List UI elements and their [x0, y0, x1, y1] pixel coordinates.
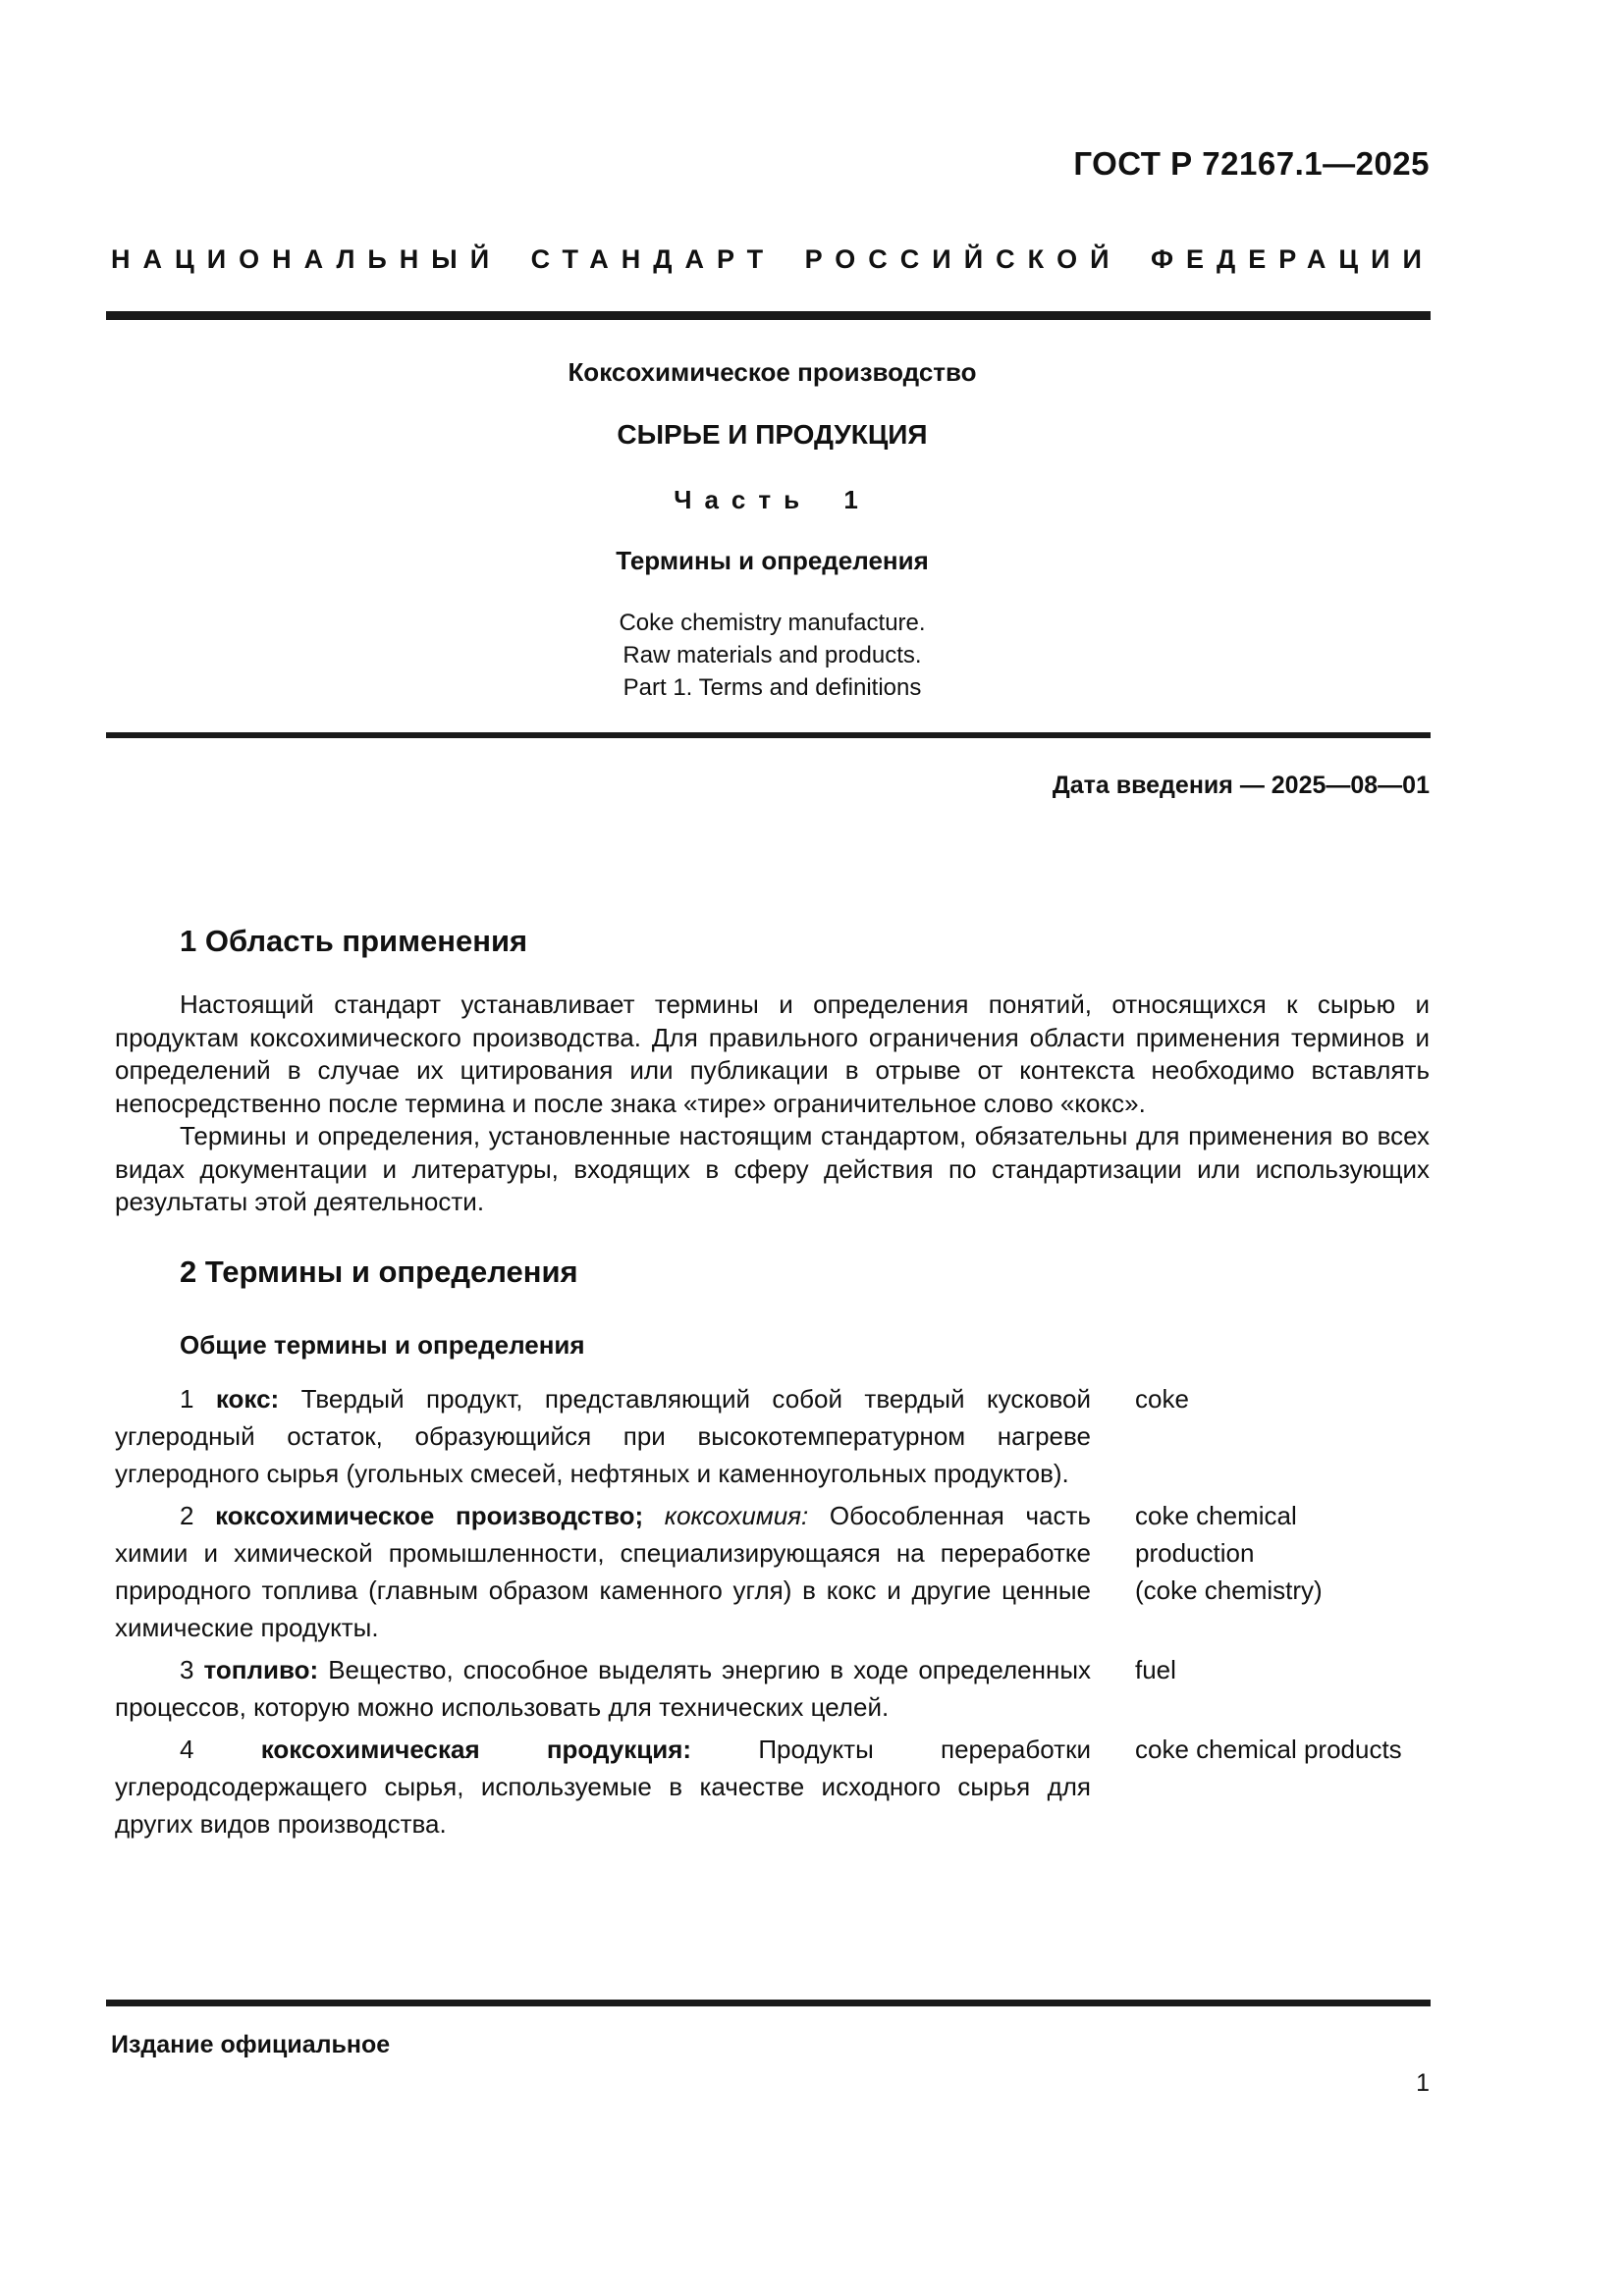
- term-text: [115, 1497, 1091, 1646]
- term-definition: Вещество, способное выделять энергию в ходе определенных процессов, которую можно использовать для технических целей.: [115, 1655, 1092, 1722]
- page-number: 1: [1416, 2069, 1430, 2097]
- title-english-line: Part 1. Terms and definitions: [623, 674, 922, 701]
- term-translation-line: production: [1135, 1538, 1255, 1568]
- term-translation-line: coke chemical products: [1135, 1735, 1402, 1764]
- title-main: СЫРЬЕ И ПРОДУКЦИЯ: [617, 419, 928, 450]
- term-translation-line: coke: [1135, 1384, 1189, 1414]
- term-number: 2: [180, 1501, 194, 1530]
- title-english-line: Raw materials and products.: [623, 642, 922, 668]
- terms-list: [115, 1380, 1430, 1847]
- term-row: [115, 1651, 1430, 1726]
- paragraph: Настоящий стандарт устанавливает термины и определения понятий, относящихся к сырью и продуктам коксохимического производства. Для правильного ограничения области применения терминов и определений в случае их цитирования или публикации в отрыве от контекста необходимо вставлять непосредственно после термина и после знака «тире» ограничительное слово «кокс».: [115, 989, 1430, 1118]
- title-subtitle: Термины и определения: [616, 546, 929, 575]
- term-row: [115, 1497, 1430, 1646]
- title-rule: [106, 732, 1431, 738]
- term-translation-line: fuel: [1135, 1655, 1176, 1684]
- term-translation-line: (coke chemistry): [1135, 1575, 1323, 1605]
- term-text: [115, 1380, 1091, 1492]
- term-definition: Обособленная часть химии и химической промышленности, специализирующаяся на переработке природного топлива (главным образом каменного угля) в кокс и другие ценные химические продукты.: [115, 1501, 1091, 1642]
- term-number: 3: [180, 1655, 194, 1684]
- term-text: [115, 1651, 1091, 1726]
- term-row: [115, 1731, 1430, 1842]
- edition-note: Издание официальное: [111, 2031, 391, 2058]
- national-standard-heading: НАЦИОНАЛЬНЫЙ СТАНДАРТ РОССИЙСКОЙ ФЕДЕРАЦИИ: [111, 244, 1435, 274]
- term-translation: [1135, 1380, 1430, 1492]
- title-subject: Коксохимическое производство: [568, 357, 977, 387]
- title-english-line: Coke chemistry manufacture.: [619, 610, 926, 636]
- term-label: топливо:: [203, 1655, 319, 1684]
- term-translation: [1135, 1651, 1430, 1726]
- footer-rule: [106, 2000, 1431, 2006]
- header-rule: [106, 311, 1431, 320]
- section1-body: [115, 988, 1430, 1219]
- section1-heading: 1 Область применения: [180, 924, 528, 958]
- term-definition: Твердый продукт, представляющий собой твердый кусковой углеродный остаток, образующийся при высокотемпературном нагреве углеродного сырья (угольных смесей, нефтяных и каменноугольных продуктов).: [115, 1384, 1091, 1488]
- term-definition: Продукты переработки углеродсодержащего сырья, используемые в качестве исходного сырья для других видов производства.: [115, 1735, 1091, 1839]
- term-translation-line: coke chemical: [1135, 1501, 1297, 1530]
- section2-subheading: Общие термины и определения: [180, 1330, 585, 1360]
- term-label: коксохимическое производство;: [215, 1501, 644, 1530]
- term-row: [115, 1380, 1430, 1492]
- term-label: кокс:: [215, 1384, 280, 1414]
- term-text: [115, 1731, 1091, 1842]
- term-label: коксохимическая продукция:: [260, 1735, 692, 1764]
- term-synonym: коксохимия:: [664, 1501, 809, 1530]
- title-english: [115, 607, 1430, 704]
- title-part: Часть 1: [674, 485, 871, 514]
- section2-heading: 2 Термины и определения: [180, 1255, 578, 1289]
- paragraph: Термины и определения, установленные настоящим стандартом, обязательны для применения во всех видах документации и литературы, входящих в сферу действия по стандартизации или использующих результаты этой деятельности.: [115, 1121, 1430, 1216]
- effective-date: Дата введения — 2025—08—01: [1052, 772, 1430, 799]
- term-translation: [1135, 1497, 1430, 1646]
- term-number: 4: [180, 1735, 194, 1764]
- doc-number: ГОСТ Р 72167.1—2025: [1073, 145, 1430, 182]
- term-translation: [1135, 1731, 1430, 1842]
- term-number: 1: [180, 1384, 194, 1414]
